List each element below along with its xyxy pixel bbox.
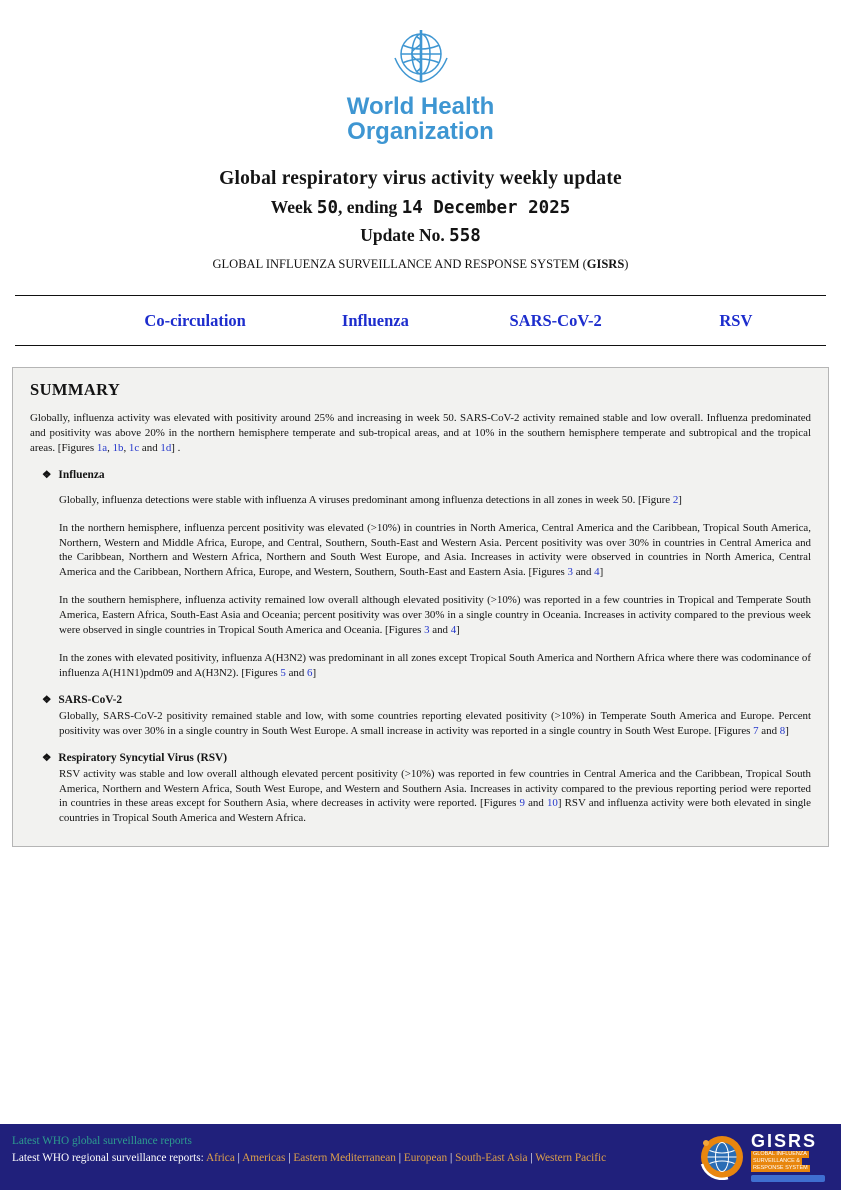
summary-bullet-heading: [42, 752, 813, 764]
summary-bullet-title: Influenza: [58, 468, 105, 481]
footer-regional-link[interactable]: South-East Asia: [455, 1151, 528, 1164]
gisrs-logo-name: GISRS: [751, 1131, 818, 1151]
update-line: [0, 225, 841, 246]
figure-link[interactable]: 1d: [160, 441, 172, 454]
figure-link[interactable]: 1c: [128, 441, 140, 454]
figure-link[interactable]: 4: [594, 566, 600, 579]
footer-link-separator: |: [527, 1151, 536, 1164]
summary-box: [12, 367, 829, 847]
footer-links-block: [12, 1133, 606, 1166]
footer-regional-link[interactable]: Eastern Mediterranean: [293, 1151, 396, 1164]
footer-regional-links: [206, 1152, 606, 1164]
gisrs-logo: [699, 1132, 825, 1182]
week-date: 14 December 2025: [401, 198, 571, 218]
diamond-bullet-icon: ❖: [42, 752, 52, 764]
summary-heading: SUMMARY: [30, 380, 121, 399]
footer-regional-link[interactable]: Americas: [242, 1151, 286, 1164]
week-line: [0, 197, 841, 218]
summary-paragraph: Globally, influenza detections were stable with influenza A viruses predominant among influenza detections in all zones in week 50. [Figure 2]: [59, 493, 682, 506]
gisrs-emblem-icon: [699, 1134, 745, 1180]
gisrs-subtitle-bold: GISRS: [586, 257, 625, 271]
update-number: 558: [449, 226, 481, 246]
nav-link-influenza[interactable]: Influenza: [341, 310, 409, 330]
footer-link-separator: |: [447, 1151, 456, 1164]
footer-regional-link[interactable]: Western Pacific: [535, 1151, 607, 1164]
figure-link[interactable]: 4: [450, 624, 457, 637]
gisrs-logo-caption: GLOBAL INFLUENZA SURVEILLANCE & RESPONSE SYSTEM: [753, 1151, 808, 1171]
gisrs-subtitle-post: ): [624, 257, 629, 271]
summary-paragraph: In the zones with elevated positivity, influenza A(H3N2) was predominant in all zones except Tropical South America and Northern Africa where there was codominance of influenza A(H1N1)pdm09 and A(H3N2). [Figures 5 and 6]: [59, 651, 811, 679]
figure-link[interactable]: 9: [519, 797, 525, 810]
summary-bullet-heading: [42, 469, 813, 481]
figure-link[interactable]: 8: [779, 724, 786, 737]
figure-link[interactable]: 1b: [112, 441, 124, 454]
summary-intro: Globally, influenza activity was elevated with positivity around 25% and increasing in week 50. SARS-CoV-2 activity remained stable and low overall. Influenza predominated and positivity was above 20% in the northern hemisphere temperate and sub-tropical areas, and at 10% in the southern hemisphere temperate and subtropical and the tropical areas. [Figures 1a, 1b, 1c and 1d] .: [30, 412, 811, 454]
footer-bar: [0, 1124, 841, 1190]
figure-link[interactable]: 3: [567, 566, 573, 579]
gisrs-subtitle-pre: GLOBAL INFLUENZA SURVEILLANCE AND RESPONSE SYSTEM (: [212, 257, 587, 271]
summary-paragraph: RSV activity was stable and low overall although elevated percent positivity (>10%) was reported in few countries in Central America and the Caribbean, Tropical South America, Northern and Western Africa, South West Europe, and Western and Southern Asia. Increases in activity compared to the previous reporting period were reported in countries in these areas except for Southern Asia, where decreases in activity were reported. [Figures 9 and 10] RSV and influenza activity were both elevated in single countries in Tropical South America and Western Africa.: [59, 767, 812, 825]
footer-link-separator: |: [395, 1151, 404, 1164]
who-wordmark-line2: Organization: [347, 118, 494, 145]
footer-link-separator: |: [285, 1151, 294, 1164]
who-logo-block: [0, 28, 841, 144]
week-number: 50: [316, 198, 338, 218]
section-nav: [15, 295, 826, 346]
diamond-bullet-icon: ❖: [42, 694, 52, 706]
summary-bullet-heading: [42, 694, 813, 706]
who-wordmark: [0, 94, 841, 144]
summary-sections: [28, 469, 813, 827]
figure-link[interactable]: 7: [753, 724, 759, 737]
nav-link-co-circulation[interactable]: Co-circulation: [144, 310, 246, 330]
figure-link[interactable]: 6: [307, 666, 313, 679]
summary-paragraph: In the southern hemisphere, influenza activity remained low overall although elevated positivity (>10%) was reported in a few countries in Tropical and Temperate South America, Eastern Africa, South-East Asia and Oceania; percent positivity was over 30% in a single country in Oceania. Increases in activity compared to the previous week were observed in single countries in Tropical South America and Oceania. [Figures 3 and 4]: [59, 594, 811, 637]
nav-link-sars-cov-2[interactable]: SARS-CoV-2: [509, 310, 602, 330]
footer-regional-link[interactable]: European: [403, 1151, 448, 1164]
footer-regional-prefix: Latest WHO regional surveillance reports:: [12, 1151, 206, 1164]
diamond-bullet-icon: ❖: [42, 469, 52, 481]
summary-paragraph: Globally, SARS-CoV-2 positivity remained stable and low, with some countries reporting elevated positivity (>10%) in Temperate South America and Europe. Percent positivity was over 30% in a single country in South West Europe. A small increase in activity was reported in a single country in South West Europe. [Figures 7 and 8]: [59, 709, 811, 737]
footer-link-separator: |: [234, 1151, 243, 1164]
title-block: [0, 168, 841, 272]
summary-bullet-title: SARS-CoV-2: [58, 693, 123, 706]
week-mid: , ending: [337, 197, 402, 217]
figure-link[interactable]: 5: [280, 666, 286, 679]
summary-paragraph: In the northern hemisphere, influenza percent positivity was elevated (>10%) in countries in North America, Central America and the Caribbean, Tropical South America, Northern, Western and Middle Africa, Europe, and Central, Southern, South-East and Western Asia. Percent positivity was over 30% in countries in Central America and the Caribbean, Northern and Western Africa, Northern and South West Europe, and Asia. Increases in activity were observed in countries in North America, Central America and the Caribbean, Northern Africa, Europe, and Western, Southern, South-East and Eastern Asia. [Figures 3 and 4]: [59, 521, 811, 579]
nav-link-rsv[interactable]: RSV: [719, 310, 753, 330]
figure-link[interactable]: 1a: [96, 441, 108, 454]
update-prefix: Update No.: [360, 225, 450, 245]
week-prefix: Week: [270, 197, 317, 217]
summary-bullet-title: Respiratory Syncytial Virus (RSV): [58, 751, 228, 764]
gisrs-logo-bar: [751, 1175, 825, 1182]
figure-link[interactable]: 3: [424, 624, 430, 637]
page-title: Global respiratory virus activity weekly update: [219, 168, 622, 189]
footer-regional-link[interactable]: Africa: [205, 1151, 235, 1164]
figure-link[interactable]: 2: [672, 493, 679, 506]
who-wordmark-line1: World Health: [346, 93, 495, 120]
figure-link[interactable]: 10: [546, 797, 558, 810]
footer-global-reports-link[interactable]: Latest WHO global surveillance reports: [12, 1135, 192, 1147]
gisrs-subtitle: [0, 257, 841, 272]
who-emblem-icon: [386, 28, 456, 88]
